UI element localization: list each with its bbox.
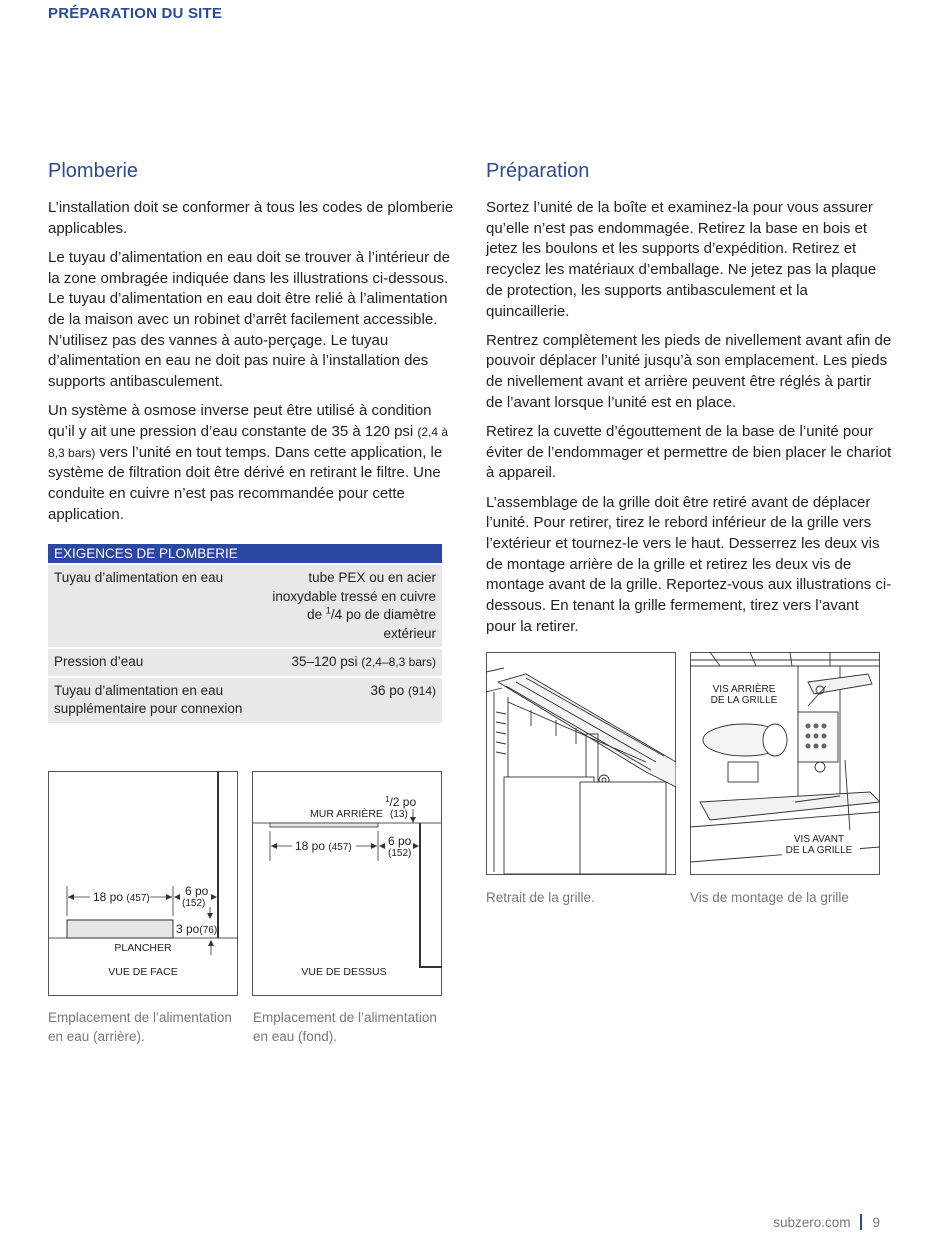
preparation-paragraph: Sortez l’unité de la boîte et examinez-la pour vous assurer qu’elle n’est pas endommagée. Retirez la base en bois et jetez les boulons et les supports d’expédition. Retirez et recyclez les matériaux d’emballage. Ne jetez pas la plaque de protection, les supports antibasculement et la quincaillerie. xyxy=(486,199,877,320)
table-cell-value: 35–120 psi (2,4–8,3 bars) xyxy=(265,648,442,677)
grille-removal-illustration xyxy=(486,652,676,876)
rear-screw-label: VIS ARRIÈRE xyxy=(712,684,776,695)
footer-site: subzero.com xyxy=(773,1215,851,1230)
preparation-title: Préparation xyxy=(486,160,590,182)
footer xyxy=(773,1214,880,1230)
table-header: EXIGENCES DE PLOMBERIE xyxy=(48,544,442,564)
dim-18-label: 18 po (457) xyxy=(93,890,150,904)
front-screw-label-2: DE LA GRILLE xyxy=(785,845,853,856)
table-cell-label: Pression d’eau xyxy=(48,648,265,677)
top-view-diagram xyxy=(252,771,442,997)
front-view-label: VUE DE FACE xyxy=(108,966,178,978)
preparation-paragraph: Rentrez complètement les pieds de nivellement avant afin de pouvoir déplacer l’unité jusqu’à son emplacement. Les pieds de nivellement avant et arrière peuvent être réglés à partir de l’avant lorsque l’unité est en place. xyxy=(486,331,892,411)
plumbing-requirements-table xyxy=(48,544,442,723)
section-header: PRÉPARATION DU SITE xyxy=(48,5,223,22)
grille-removal-caption: Retrait de la grille. xyxy=(486,890,595,905)
front-view-diagram xyxy=(48,771,238,997)
plomberie-paragraph: Le tuyau d’alimentation en eau doit se trouver à l’intérieur de la zone ombragée indiquée dans les illustrations ci-dessous. Le tuyau d’alimentation en eau doit être relié à l’alimentation de la maison avec un robinet d’arrêt facilement accessible. N’utilisez pas des vannes à auto-perçage. Le tuyau d’alimentation en eau ne doit pas nuire à l’installation des supports antibasculement. xyxy=(48,248,450,391)
table-cell-value: tube PEX ou en acier inoxydable tressé en cuivre de $^1$/4 po de diamètre extérieur xyxy=(265,564,442,648)
preparation-paragraph: L’assemblage de la grille doit être retiré avant de déplacer l’unité. Pour retirer, tirez le rebord inférieur de la grille vers l’extérieur et tournez-le vers le haut. Desserrez les deux vis de montage arrière de la grille et retirez les deux vis de montage avant de la grille. Reportez-vous aux illustrations ci-dessous. En tenant la grille fermement, tirez vers l’avant pour la retirer. xyxy=(486,493,892,635)
preparation-text xyxy=(486,198,892,646)
front-view-caption: Emplacement de l’alimentation en eau (arrière). xyxy=(48,1010,232,1044)
table-row xyxy=(48,648,442,677)
preparation-paragraph: Retirez la cuvette d’égouttement de la base de l’unité pour éviter de l’endommager et permettre de bien placer le chariot à appareil. xyxy=(486,423,892,482)
page-number: 9 xyxy=(872,1215,880,1230)
top-view-label: VUE DE DESSUS xyxy=(301,966,387,978)
table-row xyxy=(48,564,442,648)
rear-screw-label-2: DE LA GRILLE xyxy=(710,695,778,706)
table-cell-label: Tuyau d’alimentation en eau supplémentaire pour connexion xyxy=(48,677,265,723)
dim-6-label: 6 po xyxy=(388,834,412,848)
table-cell-value: 36 po (914) xyxy=(265,677,442,723)
floor-label: PLANCHER xyxy=(114,942,172,954)
dim-18-label: 18 po (457) xyxy=(295,839,352,853)
grille-screws-caption: Vis de montage de la grille xyxy=(690,890,849,905)
half-inch-mm-label: (13) xyxy=(390,809,408,820)
rear-wall-label: MUR ARRIÈRE xyxy=(310,808,383,820)
half-inch-label: $^1$/2 po xyxy=(385,795,417,809)
table-row xyxy=(48,677,442,723)
dim-6-mm-label: (152) xyxy=(388,848,412,859)
dim-6-mm-label: (152) xyxy=(182,898,206,909)
top-view-caption: Emplacement de l’alimentation en eau (fond). xyxy=(253,1010,437,1044)
plomberie-paragraph: Un système à osmose inverse peut être utilisé à condition qu’il y ait une pression d’eau constante de 35 à 120 psi (2,4 à 8,3 bars) vers l’unité en tout temps. Dans cette application, le système de filtration doit être dérivé en retirant le filtre. Une conduite en cuivre n’est pas recommandée pour cette application. xyxy=(48,402,449,523)
dim-6-label: 6 po xyxy=(185,884,209,898)
plomberie-title: Plomberie xyxy=(48,160,139,182)
dim-3-label: 3 po(76) xyxy=(176,922,218,936)
footer-divider xyxy=(860,1214,862,1230)
table-cell-label: Tuyau d’alimentation en eau xyxy=(48,564,265,648)
front-screw-label: VIS AVANT xyxy=(793,834,845,845)
plomberie-paragraph: L’installation doit se conformer à tous les codes de plomberie applicables. xyxy=(48,199,454,237)
grille-screws-illustration xyxy=(690,652,880,876)
plomberie-text xyxy=(48,198,454,534)
